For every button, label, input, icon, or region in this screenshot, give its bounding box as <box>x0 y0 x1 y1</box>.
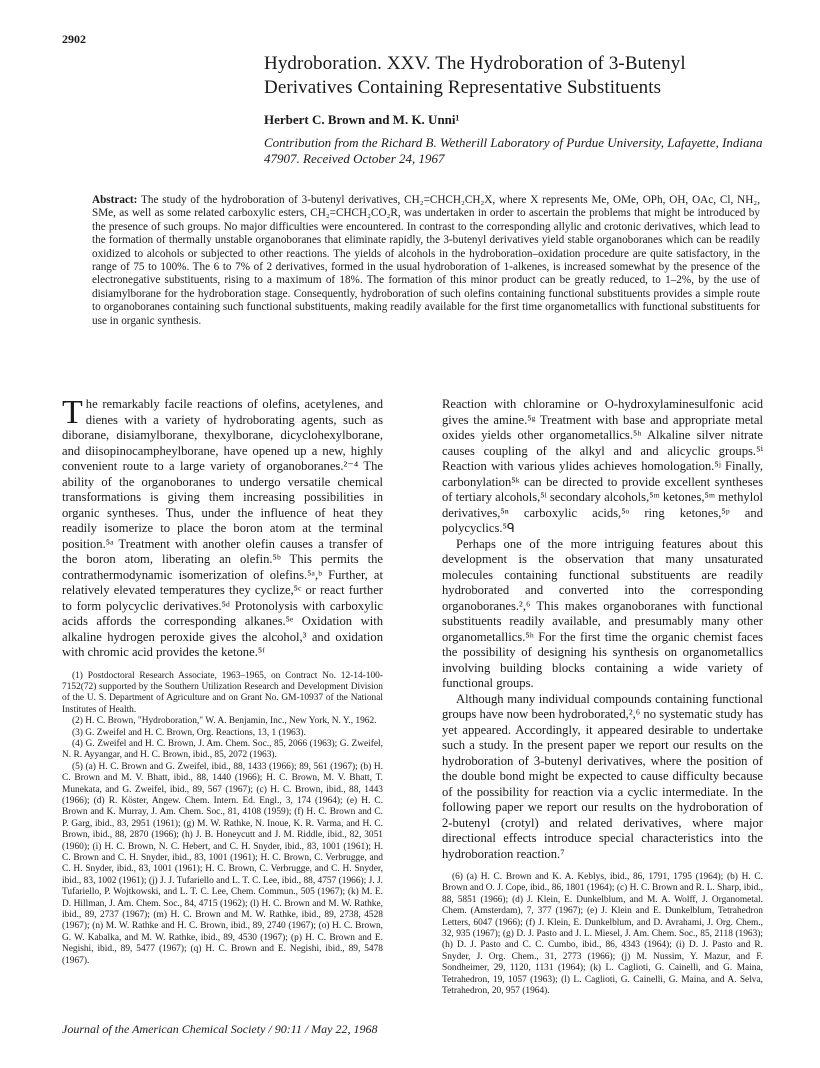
abstract <box>92 194 760 328</box>
reference-1: (1) Postdoctoral Research Associate, 1963–1965, on Contract No. 12-14-100-7152(72) supported by the Southern Utilization Research and Development Division of the U. S. Department of Agriculture and on Grant No. GM-10937 of the National Institutes of Health. <box>62 670 383 715</box>
left-column <box>62 394 383 967</box>
paragraph-continued: Reaction with chloramine or O-hydroxylaminesulfonic acid gives the amine.⁵ᵍ Treatment with base and appropriate metal oxides yields other organometallics.⁵ʰ Alkaline silver nitrate causes coupling of the alkyl and and alicyclic groups.⁵ⁱ Reaction with various ylides achieves homologation.⁵ʲ Finally, carbonylation⁵ᵏ can be directed to provide excellent syntheses of tertiary alcohols,⁵ˡ secondary alcohols,⁵ᵐ ketones,⁵ᵐ methylol derivatives,⁵ⁿ carboxylic acids,⁵ᵒ ring ketones,⁵ᵖ and polycyclics.⁵ᑫ <box>442 397 763 535</box>
affiliation: Contribution from the Richard B. Wetherill Laboratory of Purdue University, Lafayette, Indiana 47907. Received October 24, 1967 <box>264 135 763 166</box>
reference-5: (5) (a) H. C. Brown and G. Zweifel, ibid., 88, 1433 (1966); 89, 561 (1967); (b) H. C. Brown and M. V. Bhatt, ibid., 88, 1440 (1966); H. C. Brown, M. V. Bhatt, T. Munekata, and G. Zweifel, ibid., 89, 567 (1967); (c) H. C. Brown, ibid., 88, 1443 (1966); (d) R. Köster, Angew. Chem. Intern. Ed. Engl., 3, 174 (1964); (e) H. C. Brown and K. Murray, J. Am. Chem. Soc., 81, 4108 (1959); (f) H. C. Brown and C. P. Garg, ibid., 83, 2951 (1961); (g) M. W. Rathke, N. Inoue, K. R. Varma, and H. C. Brown, ibid., 88, 2870 (1966); (h) J. B. Honeycutt and J. M. Riddle, ibid., 82, 3051 (1960); (i) H. C. Brown, N. C. Hebert, and C. H. Snyder, ibid., 83, 1001 (1961); H. C. Brown and C. H. Snyder, ibid., 83, 1001 (1961); H. C. Brown, C. Verbrugge, and C. H. Snyder, ibid., 83, 1001 (1961); H. C. Brown, C. Verbrugge, and C. H. Snyder, ibid., 83, 1002 (1961); (j) J. J. Tufariello and L. T. C. Lee, ibid., 88, 4757 (1966); J. J. Tufariello, P. Wojtkowski, and L. T. C. Lee, Chem. Commun., 505 (1967); (k) M. E. D. Hillman, J. Am. Chem. Soc., 84, 4715 (1962); (l) H. C. Brown and M. W. Rathke, ibid., 89, 2737 (1967); (m) H. C. Brown and M. W. Rathke, ibid., 89, 2738, 4528 (1967); (n) M. W. Rathke and H. C. Brown, ibid., 89, 2740 (1967); (o) H. C. Brown, G. W. Kabalka, and M. W. Rathke, ibid., 89, 4530 (1967); (p) H. C. Brown and E. Negishi, ibid., 89, 5477 (1967); (q) H. C. Brown and E. Negishi, ibid., 89, 5478 (1967). <box>62 761 383 966</box>
reference-2: (2) H. C. Brown, "Hydroboration," W. A. Benjamin, Inc., New York, N. Y., 1962. <box>72 716 377 727</box>
drop-cap: T <box>62 394 83 431</box>
page-number: 2902 <box>62 32 86 46</box>
right-references <box>442 872 763 997</box>
abstract-text: The study of the hydroboration of 3-butenyl derivatives, CH₂=CHCH₂CH₂X, where X represents Me, OMe, OPh, OH, OAc, Cl, NH₂, SMe, as well as some related carboxylic esters, CH₂=CHCH₂CO₂R, was undertaken in order to ascertain the problems that might be introduced by the presence of such groups. No major difficulties were encountered. In contrast to the corresponding allylic and crotonic derivatives, which lead to the formation of thermally unstable organoboranes that eliminate rapidly, the 3-butenyl derivatives yield stable organoboranes which can be readily oxidized to alcohols or subjected to other reactions. The yields of alcohols in the hydroboration–oxidation procedure are quite satisfactory, in the range of 75 to 100%. The 6 to 7% of 2 derivatives, formed in the usual hydroboration of 1-alkenes, is increased somewhat by the presence of the electronegative substituents, rising to a maximum of 18%. The formation of this minor product can be greatly reduced, to 1–2%, by the use of disiamylborane for the hydroboration stage. Consequently, hydroboration of such olefins containing functional substituents provides a simple route to organoboranes containing such functional substituents, making readily available for the first time organometallics with functional substituents for use in organic synthesis. <box>92 194 760 327</box>
left-references <box>62 671 383 968</box>
intro-text: he remarkably facile reactions of olefins, acetylenes, and dienes with a variety of hydroborating agents, such as diborane, disiamylborane, thexylborane, dicyclohexylborane, and diisopinocampheylborane, have opened up a new, highly convenient route to a large variety of organoboranes.²⁻⁴ The ability of the organoboranes to undergo versatile chemical transformations is giving them increasing possibilities in organic syntheses. Thus, under the influence of heat they readily isomerize to place the boron atom at the terminal position.⁵ᵃ Treatment with another olefin causes a transfer of the boron atom, liberating an olefin.⁵ᵇ This permits the contrathermodynamic isomerization of olefins.⁵ᵃ,ᵇ Further, at relatively elevated temperatures they cyclize,⁵ᶜ or react further to form polycyclic derivatives.⁵ᵈ Protonolysis with carboxylic acids affords the corresponding alkanes.⁵ᵉ Oxidation with alkaline hydrogen peroxide gives the alcohol,³ and oxidation with chromic acid provides the ketone.⁵ᶠ <box>62 397 383 659</box>
right-column <box>442 397 763 997</box>
paragraph-2: Perhaps one of the more intriguing features about this development is the observation that many unsaturated molecules containing functional substituents are readily hydroborated and converted into the corresponding organoboranes.²,⁶ This makes organoboranes with functional substituents readily available, and presumably many other organometallics.⁵ʰ For the first time the organic chemist faces the possibility of designing his synthesis on organometallics involving building blocks containing a wide variety of functional groups. <box>442 536 763 690</box>
article-header <box>264 52 764 167</box>
abstract-label: Abstract: <box>92 194 138 206</box>
authors: Herbert C. Brown and M. K. Unni¹ <box>264 112 460 127</box>
reference-4: (4) G. Zweifel and H. C. Brown, J. Am. Chem. Soc., 85, 2066 (1963); G. Zweifel, N. R. Ayyangar, and H. C. Brown, ibid., 85, 2072 (1963). <box>62 738 383 761</box>
intro-paragraph <box>62 394 383 661</box>
right-body <box>442 397 763 862</box>
journal-footer: Journal of the American Chemical Society / 90:11 / May 22, 1968 <box>62 1022 378 1036</box>
reference-6: (6) (a) H. C. Brown and K. A. Keblys, ibid., 86, 1791, 1795 (1964); (b) H. C. Brown and O. J. Cope, ibid., 86, 1801 (1964); (c) H. C. Brown and R. L. Sharp, ibid., 88, 5851 (1966); (d) J. Klein, E. Dunkelblum, and M. A. Wolff, J. Organometal. Chem. (Amsterdam), 7, 377 (1967); (e) J. Klein and E. Dunkelblum, Tetrahedron Letters, 6047 (1966); (f) J. Klein, E. Dunkelblum, and D. Avrahami, J. Org. Chem., 32, 935 (1967); (g) D. J. Pasto and J. L. Miesel, J. Am. Chem. Soc., 85, 2118 (1963); (h) D. J. Pasto and C. C. Cumbo, ibid., 86, 4343 (1964); (i) D. J. Pasto and R. Snyder, J. Org. Chem., 31, 2773 (1966); (j) M. Nussim, Y. Mazur, and F. Sondheimer, 29, 1120, 1131 (1964); (k) L. Caglioti, G. Cainelli, and G. Maina, Tetrahedron, 19, 1057 (1963); (l) L. Caglioti, G. Cainelli, G. Maina, and A. Selva, Tetrahedron, 20, 957 (1964). <box>442 872 763 997</box>
reference-3: (3) G. Zweifel and H. C. Brown, Org. Reactions, 13, 1 (1963). <box>72 727 306 738</box>
left-body <box>62 394 383 661</box>
paragraph-3: Although many individual compounds containing functional groups have now been hydroborated,²,⁶ no systematic study has yet appeared. Accordingly, it appeared desirable to undertake such a study. In the present paper we report our results on the hydroboration of 3-butenyl derivatives, where the position of the double bond might be expected to cause difficulty because of the possibility for reaction via a cyclic intermediate. In the following paper we report our results on the hydroboration of 2-butenyl (crotyl) and related derivatives, where major directional effects introduce special characteristics into the hydroboration reaction.⁷ <box>442 691 763 861</box>
article-title: Hydroboration. XXV. The Hydroboration of 3-Butenyl Derivatives Containing Representative Substituents <box>264 53 686 98</box>
